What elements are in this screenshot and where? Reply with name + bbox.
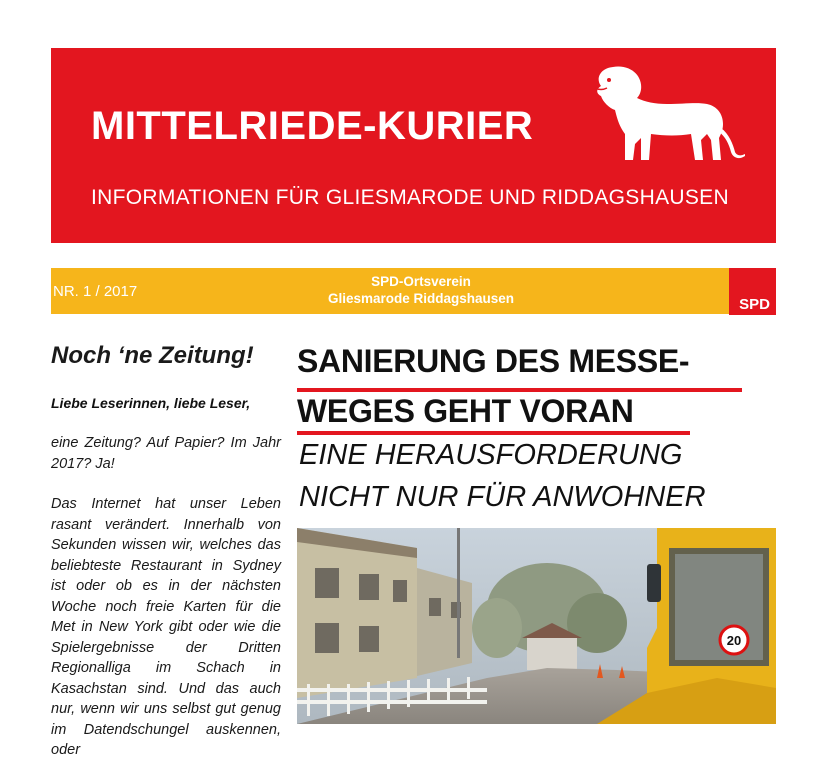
masthead-title: MITTELRIEDE-KURIER <box>91 104 534 148</box>
headline-underline-1 <box>297 388 742 392</box>
issue-band <box>51 268 729 314</box>
article-subheadline-line-1: EINE HERAUSFORDERUNG <box>299 439 683 471</box>
editorial-paragraph-1: eine Zeitung? Auf Papier? Im Jahr 2017? Ja! <box>51 435 281 472</box>
publisher-line-2: Gliesmarode Riddagshausen <box>327 291 515 306</box>
publisher-line-1: SPD-Ortsverein <box>371 274 471 289</box>
spd-logo-text: SPD <box>739 296 770 313</box>
masthead <box>51 48 776 243</box>
editorial-paragraph-2: Das Internet hat unser Leben rasant verändert. Innerhalb von Sekunden wissen wir, welches das beliebteste Restaurant in Sydney ist oder ob es in der nächsten Woche noch freie Karten für die Met in New York gibt oder wie die Spielergebnisse der Dritten Regionalliga im Schach in Kasachstan sind. Und das auch nur, wenn wir uns selbst gut genug im Datendschungel auskennen, oder <box>51 496 281 758</box>
editorial-greeting: Liebe Leserinnen, liebe Leser, <box>51 395 251 411</box>
article-headline-line-2: WEGES GEHT VORAN <box>297 393 634 429</box>
article-photo <box>297 528 776 724</box>
editorial-title: Noch ‘ne Zeitung! <box>51 342 254 369</box>
article-subheadline-line-2: NICHT NUR FÜR ANWOHNER <box>299 481 706 513</box>
issue-number: NR. 1 / 2017 <box>53 283 138 300</box>
speed-sign-text: 20 <box>726 633 742 648</box>
publisher <box>269 273 573 307</box>
lion-logo-icon <box>587 64 747 162</box>
article-headline-line-1: SANIERUNG DES MESSE- <box>297 343 690 379</box>
spd-logo <box>729 268 776 315</box>
masthead-subtitle: INFORMATIONEN FÜR GLIESMARODE UND RIDDAGSHAUSEN <box>91 186 729 209</box>
headline-underline-2 <box>297 431 690 435</box>
street-construction-photo <box>297 528 776 724</box>
